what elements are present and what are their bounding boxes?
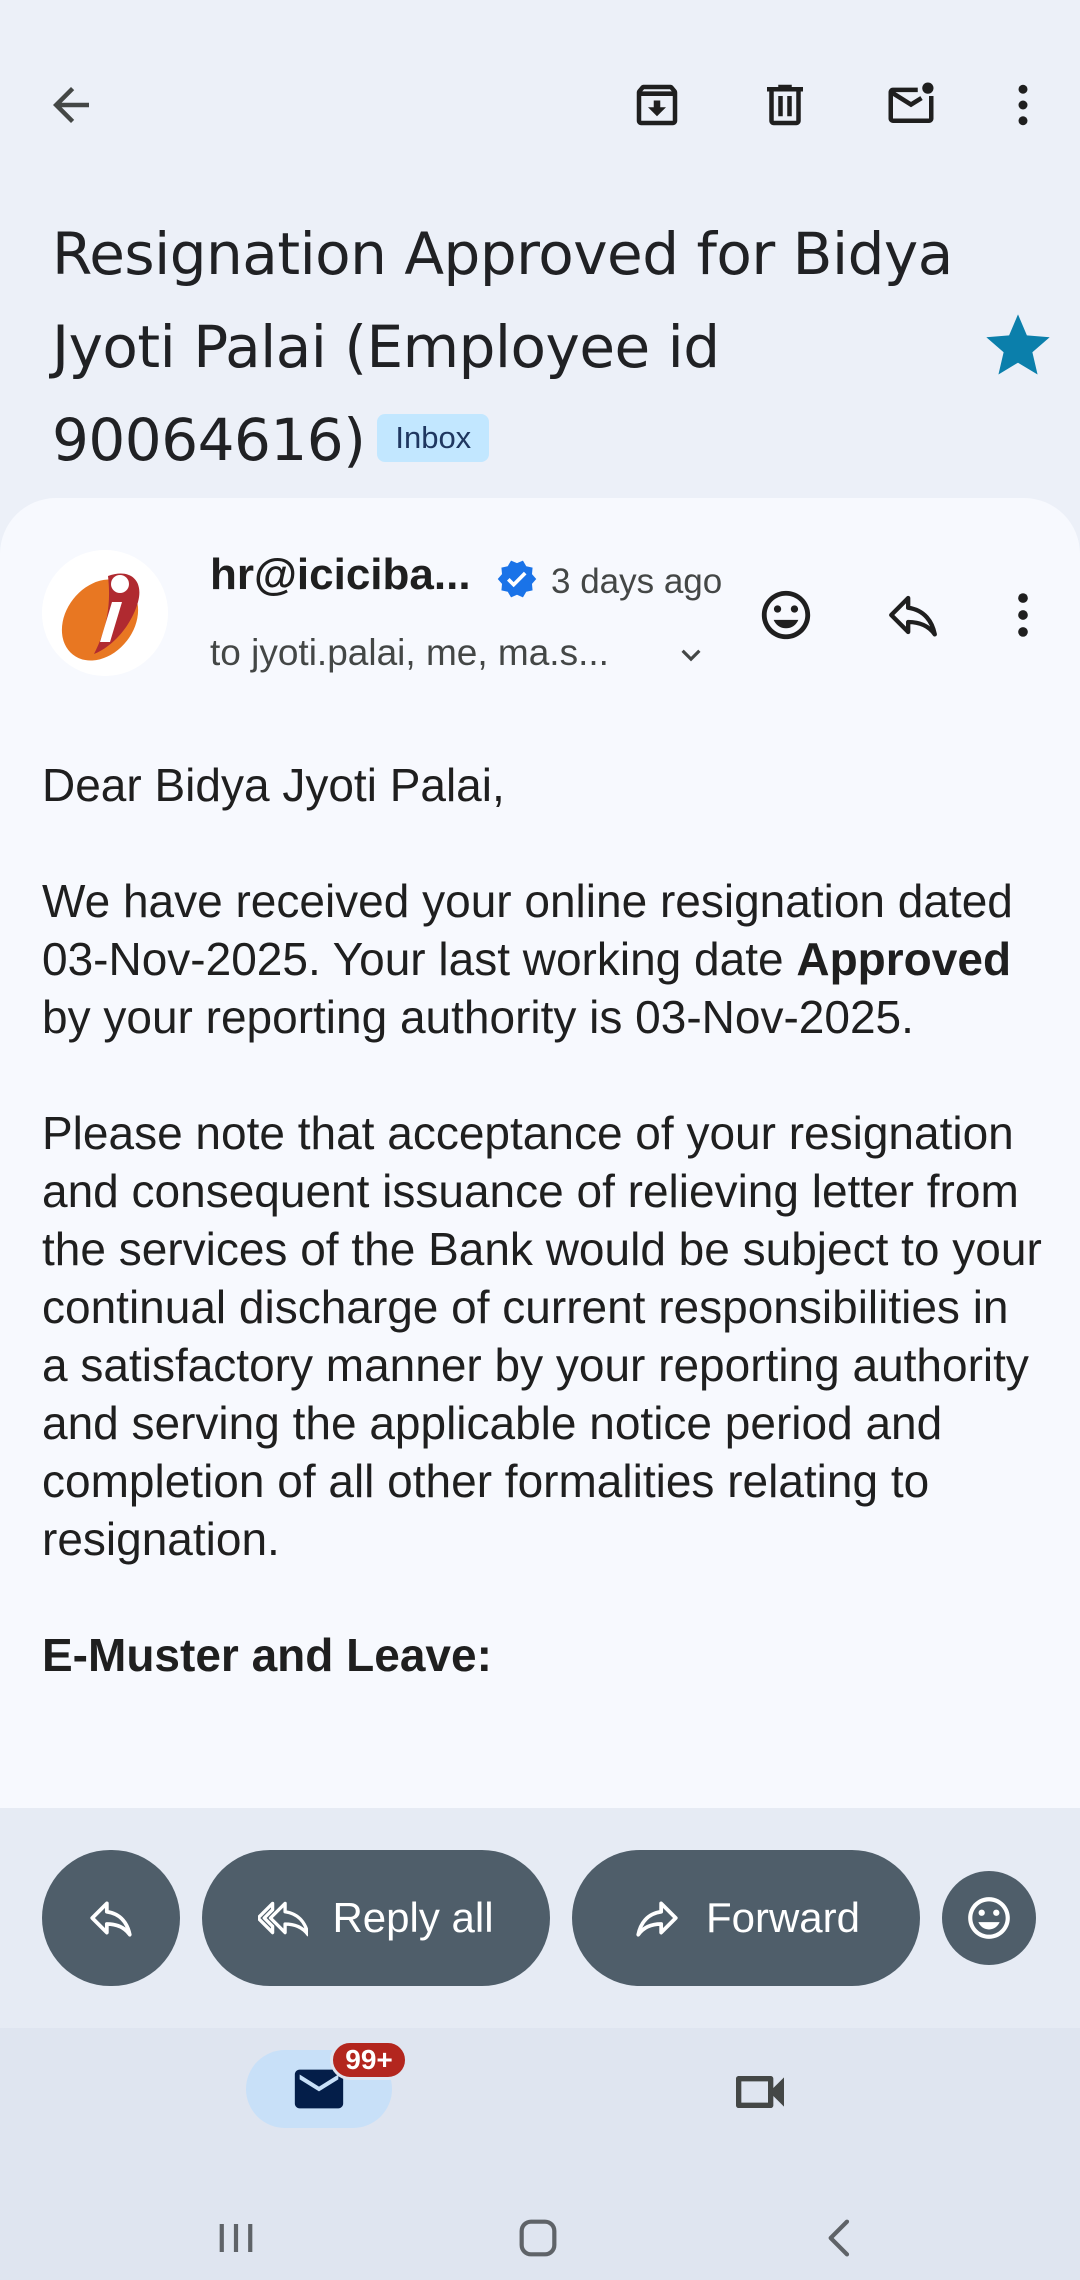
reply-all-icon xyxy=(258,1893,308,1943)
forward-button[interactable] xyxy=(572,1850,920,1986)
reply-all-button[interactable] xyxy=(202,1850,550,1986)
body-bold-segment: Approved xyxy=(796,933,1012,985)
video-camera-icon[interactable] xyxy=(728,2060,792,2124)
recent-apps-button[interactable] xyxy=(186,2188,286,2280)
star-filled-icon[interactable] xyxy=(980,308,1056,384)
top-toolbar xyxy=(0,60,1080,150)
body-text-segment: We have received your online resignation dated 03-Nov-2025. Your last working date xyxy=(42,875,1013,985)
mark-unread-icon xyxy=(884,78,938,132)
more-options-button[interactable] xyxy=(978,60,1068,150)
more-vert-icon xyxy=(996,78,1050,132)
mark-unread-button[interactable] xyxy=(866,60,956,150)
reply-all-label: Reply all xyxy=(332,1894,494,1941)
forward-label: Forward xyxy=(705,1894,861,1941)
reply-pill-button[interactable] xyxy=(42,1850,180,1986)
email-body xyxy=(42,756,1042,1742)
system-back-button[interactable] xyxy=(790,2188,890,2280)
heading-text: E-Muster and Leave: xyxy=(42,1629,492,1681)
reply-action-bar xyxy=(0,1808,1080,2028)
emoji-icon xyxy=(964,1893,1014,1943)
verified-badge-icon xyxy=(496,558,538,600)
emoji-icon xyxy=(757,586,815,644)
inbox-label[interactable]: Inbox xyxy=(377,414,489,462)
body-paragraph xyxy=(42,872,1042,1046)
chevron-down-icon[interactable] xyxy=(672,636,710,674)
recipients-summary[interactable]: to jyoti.palai, me, ma.s... xyxy=(210,632,609,673)
sender-avatar[interactable] xyxy=(42,550,168,676)
message-card xyxy=(0,498,1080,1808)
sender-name: hr@iciciba... xyxy=(210,550,471,599)
bottom-navigation xyxy=(0,2028,1080,2280)
body-paragraph: Please note that acceptance of your resignation and consequent issuance of relieving letter from the services of the Bank would be subject to your continual discharge of current responsibilities in a satisfactory manner by your reporting authority and serving the applicable notice period and completion of all other formalities relating to resignation. xyxy=(42,1107,1042,1565)
chevron-left-icon xyxy=(812,2210,868,2266)
subject-area xyxy=(52,208,982,487)
unread-count-badge: 99+ xyxy=(330,2040,408,2080)
arrow-left-icon xyxy=(44,78,98,132)
add-reaction-button[interactable] xyxy=(741,570,831,660)
back-button[interactable] xyxy=(26,60,116,150)
body-text-segment: by your reporting authority is 03-Nov-2025. xyxy=(42,991,914,1043)
reply-button[interactable] xyxy=(868,570,958,660)
icici-logo-icon xyxy=(42,550,168,676)
received-time: 3 days ago xyxy=(551,562,723,601)
recents-icon xyxy=(208,2210,264,2266)
reply-icon xyxy=(86,1893,136,1943)
forward-icon xyxy=(632,1893,682,1943)
subject-text: Resignation Approved for Bidya Jyoti Palai (Employee id 90064616) xyxy=(52,220,953,474)
reply-icon xyxy=(884,586,942,644)
message-more-button[interactable] xyxy=(978,570,1068,660)
delete-button[interactable] xyxy=(740,60,830,150)
home-icon xyxy=(510,2210,566,2266)
trash-icon xyxy=(758,78,812,132)
email-subject xyxy=(52,208,982,487)
archive-button[interactable] xyxy=(612,60,702,150)
home-button[interactable] xyxy=(488,2188,588,2280)
more-vert-icon xyxy=(994,586,1052,644)
greeting: Dear Bidya Jyoti Palai, xyxy=(42,759,505,811)
emoji-reaction-button[interactable] xyxy=(942,1871,1036,1965)
section-heading xyxy=(42,1626,1042,1684)
archive-icon xyxy=(630,78,684,132)
